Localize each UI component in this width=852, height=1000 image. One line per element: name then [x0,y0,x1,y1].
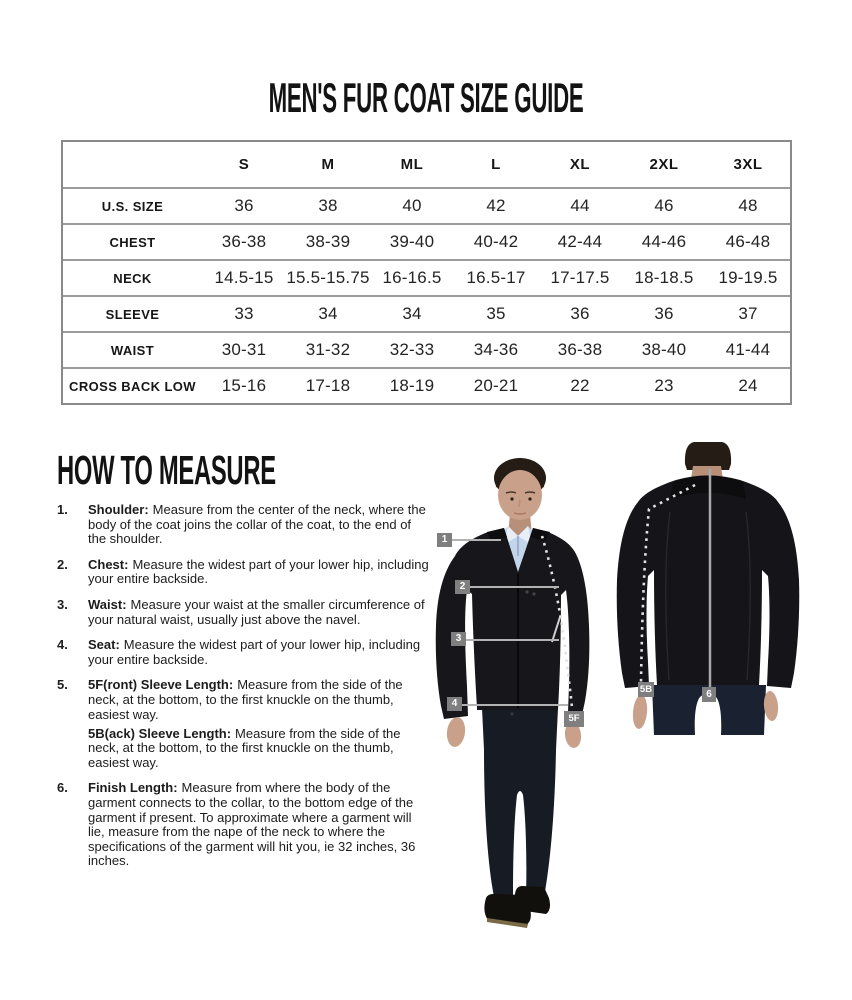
eye-right [528,497,531,500]
size-table-cell: 36 [622,295,706,331]
coat-button [525,590,528,593]
measure-desc: Measure from where the body of the garment connects to the collar, to the bottom edge of the garment if present. To approximate where a garment will lie, measure from the nape of the neck to where the specifications of the garment will hit you, ie 32 inches, 36 inches. [88,780,416,869]
size-table-cell: 34 [370,295,454,331]
measure-desc: Measure the widest part of your lower hip, including your entire backside. [88,556,429,587]
size-table-cell: 15.5-15.75 [286,259,370,295]
size-table-col-header: 3XL [733,156,763,173]
size-table-row-label: U.S. SIZE [63,187,202,223]
size-table-col-header: S [238,156,250,173]
size-table-cell: 39-40 [370,223,454,259]
size-table-cell: 38-40 [622,331,706,367]
measure-item-number: 4. [57,637,68,653]
size-table-cell: 38 [286,187,370,223]
size-table-col-header: 2XL [649,156,679,173]
size-table-row-label: WAIST [63,331,202,367]
size-table-row-label: NECK [63,259,202,295]
size-table-cell: 35 [454,295,538,331]
measure-desc: Measure the widest part of your lower hip, including your entire backside. [88,637,421,667]
left-hand [445,716,467,748]
nose [519,500,520,507]
eye-left [510,497,513,500]
coat-hem-button [510,712,513,715]
measure-marker-1: 1 [437,533,452,547]
size-table-cell: 33 [202,295,286,331]
measure-term: 5B(ack) Sleeve Length: [88,725,232,741]
size-table-cell: 18-19 [370,367,454,403]
measure-marker-4: 4 [447,697,462,711]
size-table-cell: 16-16.5 [370,259,454,295]
back-left-hand [632,694,649,729]
back-hair [685,442,731,470]
how-to-measure-heading-text: HOW TO MEASURE [57,447,276,493]
measure-desc: Measure from the side of the neck, at the bottom, to the first knuckle on the thumb, easiest way. [88,677,403,722]
size-table-cell: 37 [706,295,790,331]
size-table-cell: 23 [622,367,706,403]
page-title-text: MEN'S FUR COAT SIZE GUIDE [268,74,584,121]
size-table-cell: 44 [538,187,622,223]
size-table-col-header: ML [400,156,424,173]
size-table-cell: 40-42 [454,223,538,259]
size-table-cell: 48 [706,187,790,223]
size-table-col-header: L [491,156,501,173]
size-table-col-header: M [321,156,335,173]
front-jeans [482,708,558,897]
measure-marker-6: 6 [702,687,716,702]
size-table-row-label: CHEST [63,223,202,259]
size-table-cell: 44-46 [622,223,706,259]
back-coat [617,476,800,689]
size-table-cell: 46 [622,187,706,223]
measure-item-number: 6. [57,780,68,796]
size-table-cell: 14.5-15 [202,259,286,295]
measure-term: Shoulder: [88,502,149,517]
measure-line-4 [462,704,568,706]
measure-marker-5f: 5F [564,711,584,727]
coat-button [532,592,535,595]
size-table-cell: 46-48 [706,223,790,259]
measure-item-number: 5. [57,677,68,693]
size-table-cell: 31-32 [286,331,370,367]
measure-marker-5b: 5B [638,682,654,697]
measure-term: Chest: [88,556,129,572]
size-table-cell: 36-38 [202,223,286,259]
measure-term: Waist: [88,596,127,612]
size-table-cell: 24 [706,367,790,403]
size-table-cell: 17-17.5 [538,259,622,295]
size-table-cell: 34 [286,295,370,331]
size-table-cell: 36 [202,187,286,223]
measure-item-number: 3. [57,596,68,612]
measure-line-1 [452,539,501,541]
face [498,470,542,520]
size-table-cell: 30-31 [202,331,286,367]
size-table-cell: 16.5-17 [454,259,538,295]
size-table-cell: 22 [538,367,622,403]
front-coat [436,528,590,719]
measure-term: Seat: [88,637,120,653]
measure-line-2 [470,586,559,588]
size-table-cell: 42-44 [538,223,622,259]
size-table-cell: 15-16 [202,367,286,403]
measure-marker-3: 3 [451,632,466,646]
size-table-cell: 40 [370,187,454,223]
measure-item-number: 2. [57,556,68,572]
size-table-cell: 38-39 [286,223,370,259]
size-table-cell: 17-18 [286,367,370,403]
measure-desc: Measure from the side of the neck, at the bottom, to the first knuckle on the thumb, easiest way. [88,725,401,770]
size-table-cell: 36 [538,295,622,331]
front-figure [436,458,590,928]
size-table-cell: 41-44 [706,331,790,367]
measure-desc: Measure from the center of the neck, where the body of the coat joins the collar of the coat, to the end of the shoulder. [88,502,426,547]
measure-term: Finish Length: [88,780,178,796]
size-table-cell: 36-38 [538,331,622,367]
measure-term: 5F(ront) Sleeve Length: [88,677,234,693]
measure-desc: Measure your waist at the smaller circumference of your natural waist, usually just above the navel. [88,596,425,627]
size-table-col-header: XL [569,156,591,173]
size-table-cell: 18-18.5 [622,259,706,295]
measure-marker-2: 2 [455,580,470,594]
measure-line-3 [466,639,559,641]
measure-item-number: 1. [57,502,68,517]
size-table-cell: 19-19.5 [706,259,790,295]
size-table-cell: 34-36 [454,331,538,367]
size-table-row-label: CROSS BACK LOW [63,367,202,403]
size-table-cell: 32-33 [370,331,454,367]
size-table-cell: 20-21 [454,367,538,403]
size-table-row-label: SLEEVE [63,295,202,331]
size-table-cell: 42 [454,187,538,223]
